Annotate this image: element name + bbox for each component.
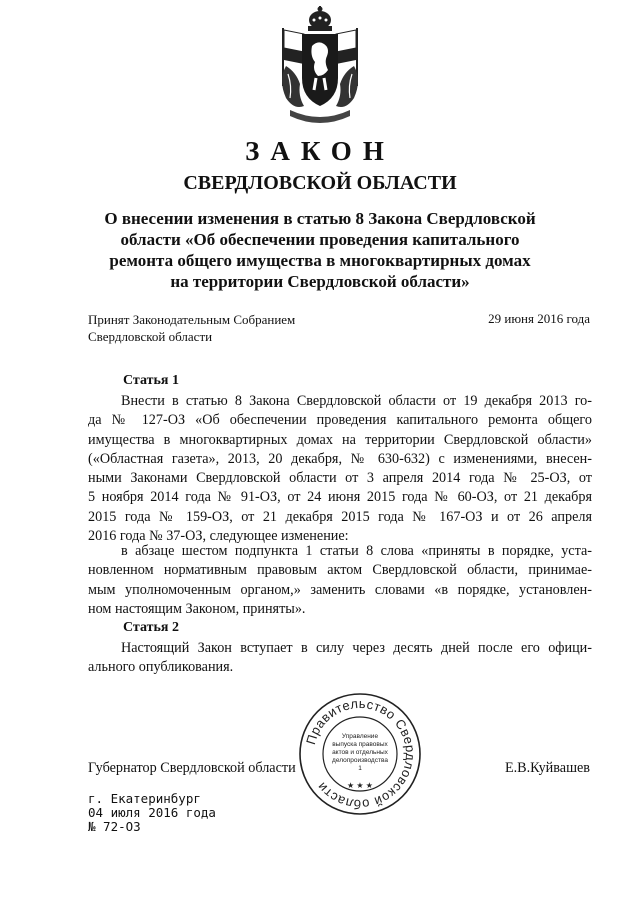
- coat-of-arms-icon: [272, 6, 368, 130]
- text-line: («Областная газета», 2013, 20 декабря, № 630-632) с изменениями, внесен-: [88, 450, 592, 467]
- text-line: имущества в многоквартирных домах на территории Свердловской области»: [88, 431, 592, 448]
- text-line: в абзаце шестом подпункта 1 статьи 8 слова «приняты в порядке, уста-: [121, 543, 592, 559]
- official-seal-stamp-icon: [296, 690, 424, 818]
- seal-center-line: актов и отдельных: [332, 749, 388, 756]
- seal-center-line: Управление: [341, 733, 379, 740]
- seal-stars: ★ ★ ★: [347, 781, 373, 790]
- adoption-line: Принят Законодательным Собранием: [88, 312, 296, 327]
- seal-center-line: 1: [358, 765, 362, 772]
- text-line: Внести в статью 8 Закона Свердловской области от 19 декабря 2013 го-: [121, 393, 592, 409]
- heading-line: на территории Свердловской области»: [170, 272, 470, 291]
- text-line: да № 127-ОЗ «Об обеспечении проведения капитального ремонта общего: [88, 412, 592, 429]
- document-title: ЗАКОН: [245, 136, 395, 166]
- article-1-title: Статья 1: [123, 373, 179, 388]
- heading-line: О внесении изменения в статью 8 Закона Свердловской: [104, 209, 536, 228]
- footer-number: № 72-ОЗ: [88, 819, 141, 834]
- article-2-title: Статья 2: [123, 620, 179, 635]
- seal-center-line: делопроизводства: [332, 757, 388, 764]
- article-1-paragraph-2: [88, 542, 592, 619]
- article-1-paragraph-1: [88, 392, 592, 546]
- footer-date: 04 июля 2016 года: [88, 805, 216, 820]
- document-region: СВЕРДЛОВСКОЙ ОБЛАСТИ: [183, 172, 457, 194]
- adoption-date: 29 июня 2016 года: [488, 311, 590, 326]
- text-line: 5 ноября 2014 года № 91-ОЗ, от 24 июня 2015 года № 60-ОЗ, от 21 декабря: [88, 489, 592, 506]
- text-line: 2016 года № 37-ОЗ, следующее изменение:: [88, 528, 349, 545]
- text-line: новленном нормативным правовым актом Свердловской области, принимае-: [88, 562, 592, 579]
- text-line: ными Законами Свердловской области от 3 апреля 2014 года № 25-ОЗ, от: [88, 470, 592, 487]
- footer-city: г. Екатеринбург: [88, 791, 201, 806]
- governor-position: Губернатор Свердловской области: [88, 760, 296, 776]
- text-line: мым уполномоченным органом,» заменить словами «в порядке, установлен-: [88, 581, 592, 598]
- article-2-paragraph-1: [88, 639, 592, 678]
- seal-center-line: выпуска правовых: [332, 741, 388, 748]
- text-line: ном настоящим Законом, приняты».: [88, 600, 306, 617]
- governor-name: Е.В.Куйвашев: [504, 760, 590, 776]
- text-line: ального опубликования.: [88, 659, 234, 676]
- text-line: 2015 года № 159-ОЗ, от 21 декабря 2015 года № 167-ОЗ и от 26 апреля: [88, 508, 592, 525]
- adoption-body: [88, 311, 295, 345]
- heading-line: области «Об обеспечении проведения капитального: [120, 230, 520, 249]
- seal-ring-text: Правительство Свердловской области: [303, 695, 419, 813]
- heading-line: ремонта общего имущества в многоквартирных домах: [109, 251, 531, 270]
- text-line: Настоящий Закон вступает в силу через десять дней после его офици-: [121, 640, 592, 656]
- registration-stamp: [88, 792, 216, 834]
- adoption-line: Свердловской области: [88, 329, 213, 344]
- law-heading: [96, 208, 544, 292]
